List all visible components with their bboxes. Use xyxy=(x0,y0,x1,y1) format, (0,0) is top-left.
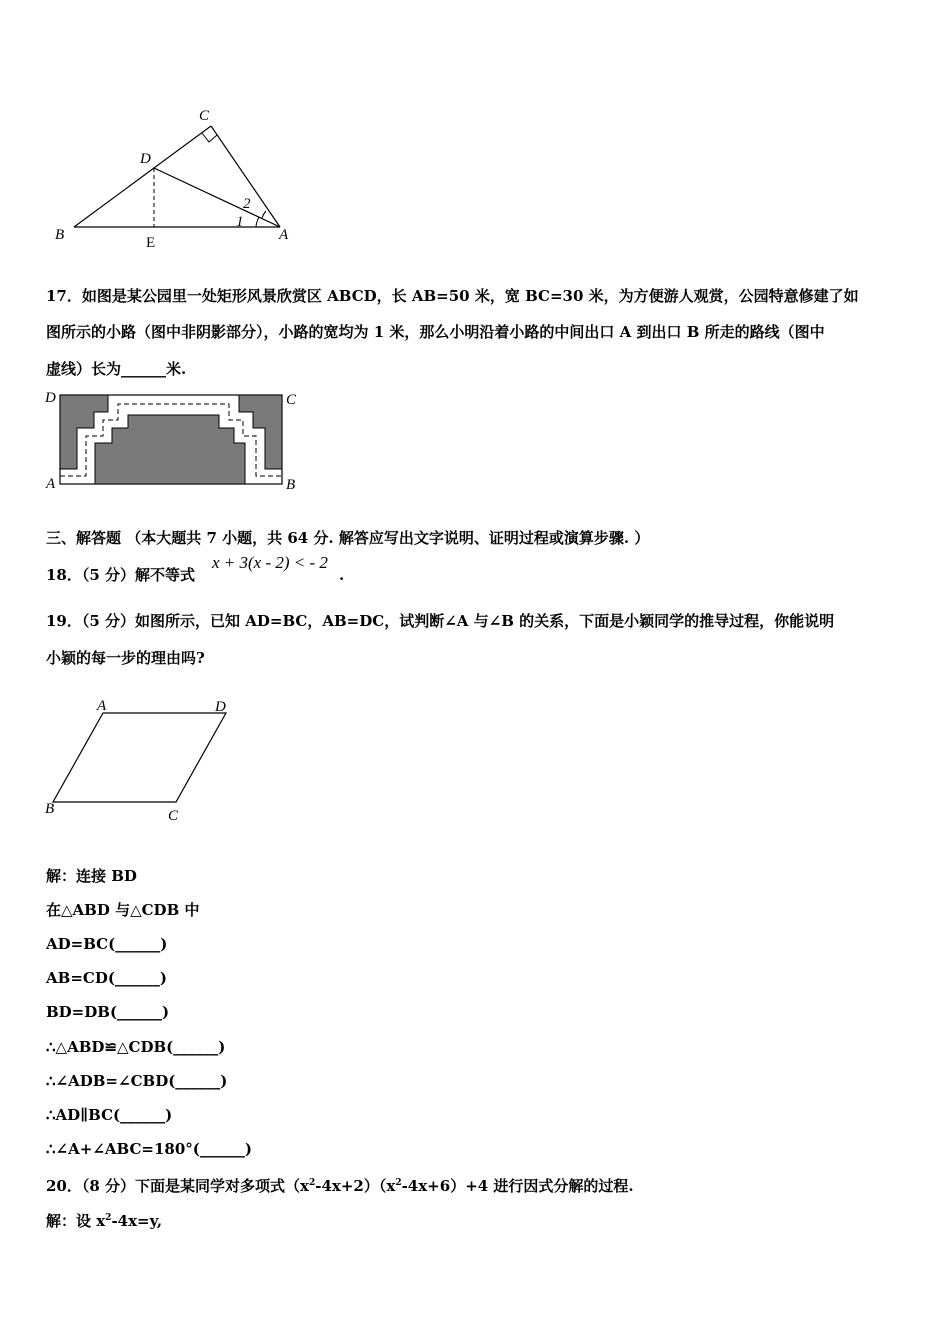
label-c: C xyxy=(286,392,297,408)
q17-line3: 虚线）长为______米. xyxy=(46,360,187,378)
q20-sol-suffix: -4x=y, xyxy=(111,1212,163,1230)
solution-line-1: 解：连接 BD xyxy=(46,867,137,885)
angle-1-label: 1 xyxy=(236,214,244,230)
q20-solution-line xyxy=(46,1208,162,1231)
label-a: A xyxy=(46,476,56,492)
label-c: C xyxy=(168,808,179,824)
solution-line-7: ∴∠ADB=∠CBD(______) xyxy=(46,1072,228,1090)
q18-inequality: x + 3(x - 2) < - 2 xyxy=(212,553,328,572)
solution-line-3: AD=BC(______) xyxy=(46,935,168,953)
q20-prefix: 20．（8 分）下面是某同学对多项式（x xyxy=(46,1177,309,1195)
label-c: C xyxy=(199,108,210,124)
q17-line2: 图所示的小路（图中非阴影部分），小路的宽均为 1 米，那么小明沿着小路的中间出口 A 到出口 B 所走的路线（图中 xyxy=(46,323,825,341)
triangle-figure xyxy=(40,100,310,260)
park-figure xyxy=(40,385,310,495)
label-e: E xyxy=(146,235,156,251)
solution-line-9: ∴∠A+∠ABC=180°(______) xyxy=(46,1140,252,1158)
q20-line xyxy=(46,1173,634,1196)
label-d: D xyxy=(215,699,226,715)
solution-line-8: ∴AD∥BC(______) xyxy=(46,1106,173,1124)
q20-sol-prefix: 解：设 x xyxy=(46,1212,106,1230)
q20-suffix: -4x+6）+4 进行因式分解的过程. xyxy=(401,1177,634,1195)
q20-sup2: 2 xyxy=(395,1178,402,1188)
label-b: B xyxy=(286,477,296,493)
q18-suffix: . xyxy=(339,566,345,584)
label-b: B xyxy=(45,801,55,817)
solution-line-6: ∴△ABD≌△CDB(______) xyxy=(46,1038,226,1056)
solution-line-5: BD=DB(______) xyxy=(46,1003,170,1021)
q20-sup1: 2 xyxy=(308,1178,316,1188)
q18-prefix: 18．（5 分）解不等式 xyxy=(46,566,196,584)
solution-line-2: 在△ABD 与△CDB 中 xyxy=(46,901,200,919)
q20-sol-sup: 2 xyxy=(105,1213,112,1223)
solution-line-4: AB=CD(______) xyxy=(46,969,168,987)
parallelogram-figure xyxy=(40,695,250,830)
label-d: D xyxy=(140,151,151,167)
section3-heading: 三、解答题 （本大题共 7 小题，共 64 分. 解答应写出文字说明、证明过程或演算步骤. ） xyxy=(46,529,650,547)
q17-line1: 17．如图是某公园里一处矩形风景欣赏区 ABCD，长 AB=50 米，宽 BC=30 米，为方便游人观赏，公园特意修建了如 xyxy=(46,287,859,305)
label-a: A xyxy=(279,227,289,243)
angle-2-label: 2 xyxy=(243,196,251,212)
q18-line xyxy=(46,565,195,585)
q19-line1: 19．（5 分）如图所示，已知 AD=BC，AB=DC，试判断∠A 与∠B 的关系，下面是小颖同学的推导过程，你能说明 xyxy=(46,612,835,630)
label-d: D xyxy=(45,390,56,406)
q20-mid: -4x+2）（x xyxy=(315,1177,396,1195)
q19-line2: 小颖的每一步的理由吗? xyxy=(46,649,205,667)
label-b: B xyxy=(55,227,65,243)
label-a: A xyxy=(97,698,107,714)
